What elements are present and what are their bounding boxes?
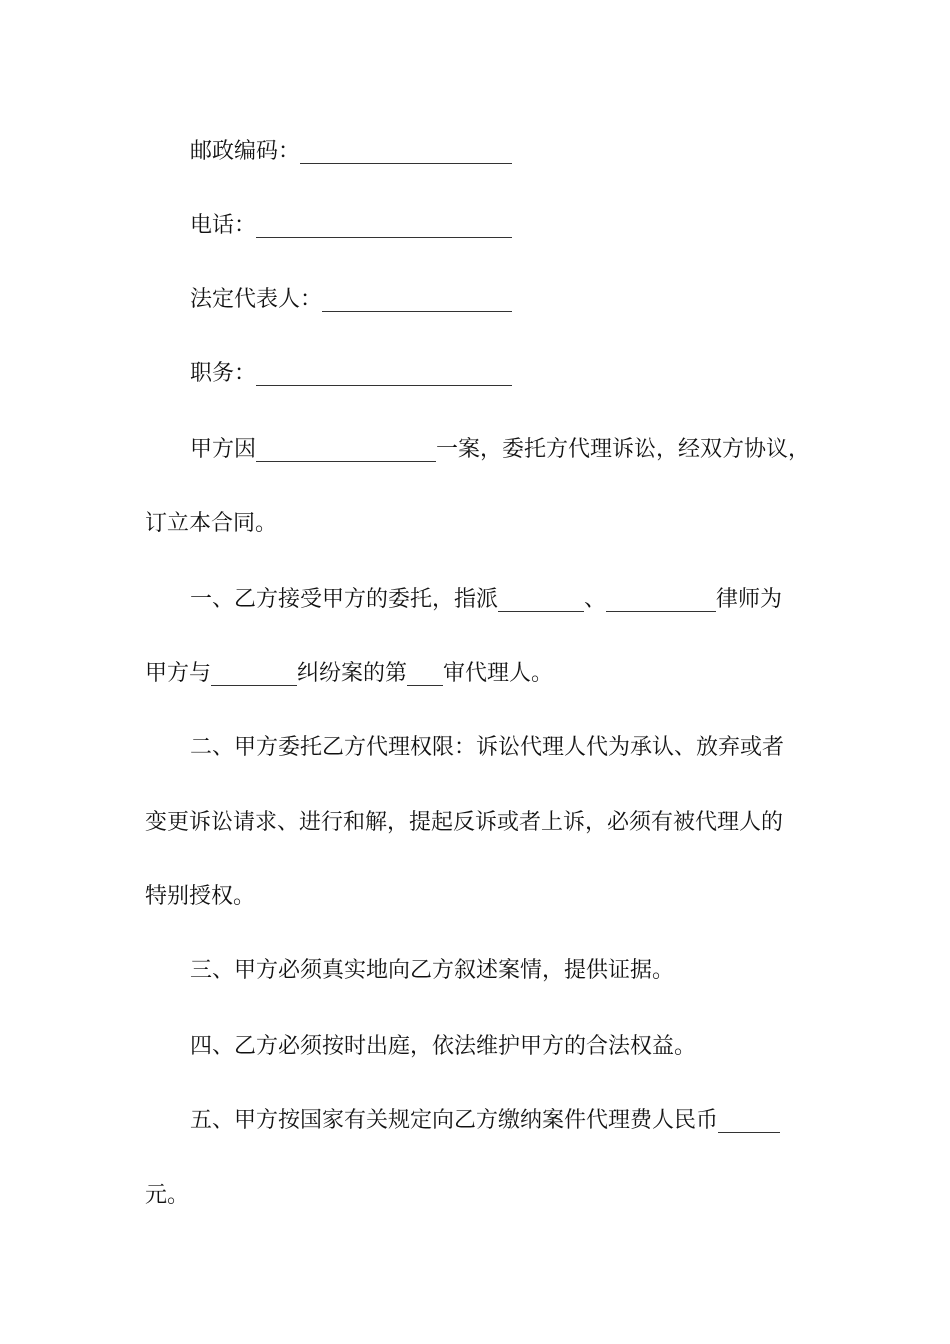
clause-2-text-1: 二、甲方委托乙方代理权限：诉讼代理人代为承认、放弃或者: [190, 735, 785, 760]
intro-line-1: [0, 430, 950, 470]
fee-amount-blank[interactable]: [718, 1101, 780, 1141]
clause-1-text-3: 甲方与: [145, 661, 212, 686]
clause-5-line-1: [0, 1101, 950, 1141]
intro-text-2: 一案，委托方代理诉讼，经双方协议，: [436, 437, 811, 462]
clause-4-line-1: [0, 1027, 950, 1067]
clause-1-line-1: [0, 580, 950, 620]
phone-blank[interactable]: [256, 206, 512, 246]
clause-2-line-2: [0, 803, 950, 843]
lawyer-1-blank[interactable]: [498, 580, 584, 620]
clause-2-text-3: 特别授权。: [145, 884, 256, 909]
clause-2-line-3: [0, 877, 950, 917]
clause-2-text-2: 变更诉讼请求、进行和解，提起反诉或者上诉，必须有被代理人的: [145, 810, 784, 835]
phone-label: 电话：: [190, 213, 257, 238]
clause-3-text-1: 三、甲方必须真实地向乙方叙述案情，提供证据。: [190, 958, 675, 983]
instance-blank[interactable]: [407, 654, 443, 694]
clause-1-text-2: 律师为: [716, 587, 783, 612]
clause-1-text-1: 一、乙方接受甲方的委托，指派: [190, 587, 499, 612]
clause-5-text-1: 五、甲方按国家有关规定向乙方缴纳案件代理费人民币: [190, 1108, 719, 1133]
position-label: 职务：: [190, 361, 257, 386]
intro-text-3: 订立本合同。: [145, 511, 278, 536]
clause-2-line-1: [0, 728, 950, 768]
intro-text-1: 甲方因: [190, 437, 257, 462]
case-name-blank[interactable]: [256, 430, 436, 470]
position-line: [0, 354, 950, 394]
clause-5-line-2: [0, 1176, 950, 1216]
clause-5-text-2: 元。: [145, 1183, 190, 1208]
clause-1-text-5: 审代理人。: [443, 661, 554, 686]
phone-line: [0, 206, 950, 246]
legal-rep-line: [0, 280, 950, 320]
lawyer-2-blank[interactable]: [606, 580, 716, 620]
clause-1-sep: 、: [584, 587, 607, 612]
legal-rep-blank[interactable]: [322, 280, 512, 320]
position-blank[interactable]: [256, 354, 512, 394]
postal-code-label: 邮政编码：: [190, 139, 301, 164]
clause-1-text-4: 纠纷案的第: [297, 661, 408, 686]
intro-line-2: [0, 504, 950, 544]
counterparty-blank[interactable]: [211, 654, 297, 694]
legal-rep-label: 法定代表人：: [190, 287, 323, 312]
clause-3-line-1: [0, 951, 950, 991]
postal-code-blank[interactable]: [300, 132, 512, 172]
postal-code-line: [0, 132, 950, 172]
clause-1-line-2: [0, 654, 950, 694]
clause-4-text-1: 四、乙方必须按时出庭，依法维护甲方的合法权益。: [190, 1034, 697, 1059]
